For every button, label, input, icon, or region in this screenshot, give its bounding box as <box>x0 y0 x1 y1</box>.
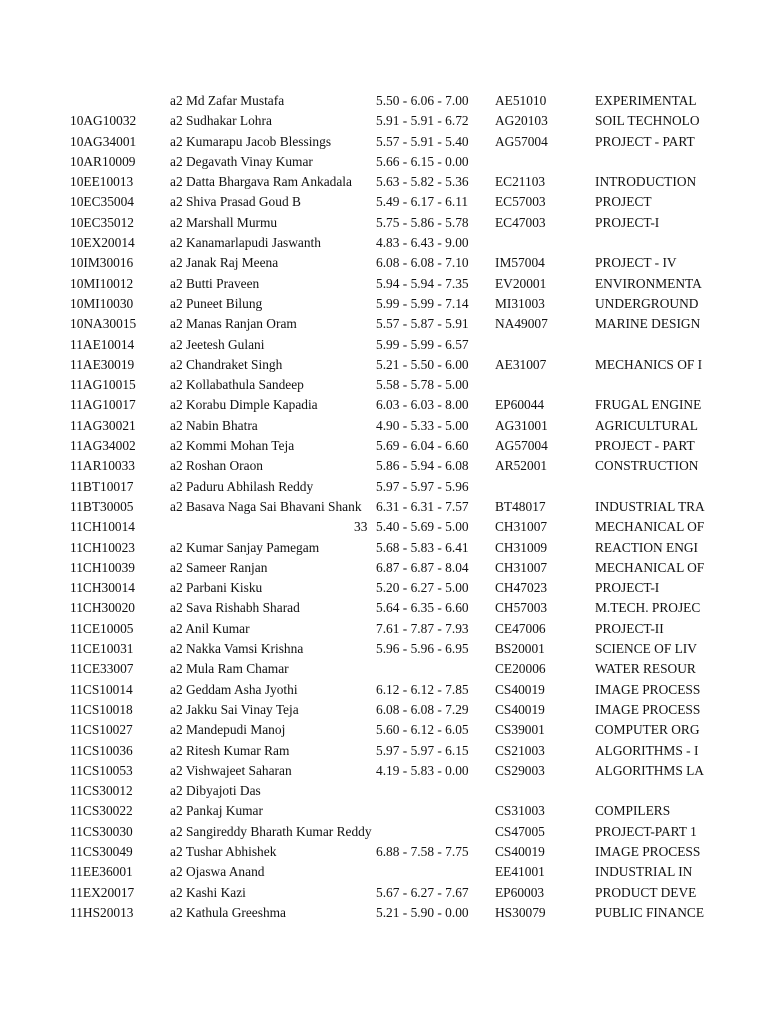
course-title-cell[interactable]: IMAGE PROCESS <box>595 843 701 859</box>
roll-number-cell[interactable]: 11CS10036 <box>70 742 133 758</box>
table-row <box>0 801 768 821</box>
roll-number-cell[interactable]: 11CS30022 <box>70 803 133 819</box>
course-code-cell[interactable]: BS20001 <box>495 641 545 657</box>
table-row <box>0 822 768 842</box>
student-name-cell[interactable]: a2 Kathula Greeshma <box>170 904 287 920</box>
course-title-cell[interactable]: INTRODUCTION <box>595 174 697 190</box>
course-title-cell[interactable]: SCIENCE OF LIV <box>595 641 697 657</box>
roll-number-cell[interactable]: 11AG30021 <box>70 417 136 433</box>
grade-range-cell[interactable]: 5.63 - 5.82 - 5.36 <box>376 174 469 190</box>
student-name-cell[interactable]: a2 Sava Rishabh Sharad <box>170 600 300 616</box>
roll-number-cell[interactable]: 11HS20013 <box>70 904 134 920</box>
course-code-cell[interactable]: CH57003 <box>495 600 548 616</box>
student-name-cell[interactable]: a2 Kumar Sanjay Pamegam <box>170 539 320 555</box>
grade-range-cell[interactable]: 5.67 - 6.27 - 7.67 <box>376 884 469 900</box>
course-title-cell[interactable]: ALGORITHMS - I <box>595 742 699 758</box>
table-row <box>0 314 768 334</box>
roll-number-cell[interactable]: 10EC35004 <box>70 194 134 210</box>
course-title-cell[interactable]: ALGORITHMS LA <box>595 762 704 778</box>
table-row <box>0 842 768 862</box>
course-title-cell[interactable]: IMAGE PROCESS <box>595 701 701 717</box>
course-title-cell[interactable]: IMAGE PROCESS <box>595 681 701 697</box>
course-code-cell[interactable]: CS21003 <box>495 742 545 758</box>
table-row <box>0 680 768 700</box>
roll-number-cell[interactable]: 10EX20014 <box>70 235 135 251</box>
course-title-cell[interactable]: INDUSTRIAL IN <box>595 864 693 880</box>
course-title-cell[interactable]: INDUSTRIAL TRA <box>595 498 705 514</box>
student-name-cell[interactable]: a2 Jeetesh Gulani <box>170 336 265 352</box>
course-title-cell[interactable]: PROJECT <box>595 194 652 210</box>
course-code-cell[interactable]: AG57004 <box>495 438 548 454</box>
table-row <box>0 375 768 395</box>
course-title-cell[interactable]: COMPILERS <box>595 803 671 819</box>
student-name-cell[interactable]: a2 Chandraket Singh <box>170 356 283 372</box>
course-title-cell[interactable]: WATER RESOUR <box>595 661 696 677</box>
grade-range-cell[interactable]: 5.91 - 5.91 - 6.72 <box>376 113 469 129</box>
table-row <box>0 274 768 294</box>
course-code-cell[interactable]: CS29003 <box>495 762 545 778</box>
course-code-cell[interactable]: HS30079 <box>495 904 546 920</box>
spreadsheet-sheet <box>0 91 768 923</box>
roll-number-cell[interactable]: 10AG34001 <box>70 133 137 149</box>
grade-range-cell[interactable]: 6.08 - 6.08 - 7.10 <box>376 255 469 271</box>
course-title-cell[interactable]: PUBLIC FINANCE <box>595 904 704 920</box>
course-title-cell[interactable]: PROJECT-PART 1 <box>595 823 697 839</box>
course-code-cell[interactable]: CH31007 <box>495 519 548 535</box>
student-name-cell[interactable]: a2 Kommi Mohan Teja <box>170 438 295 454</box>
course-code-cell[interactable]: EP60003 <box>495 884 545 900</box>
grade-range-cell[interactable]: 6.12 - 6.12 - 7.85 <box>376 681 469 697</box>
course-code-cell[interactable]: CS47005 <box>495 823 545 839</box>
student-name-cell[interactable]: a2 Dibyajoti Das <box>170 783 261 799</box>
grade-range-cell[interactable]: 5.99 - 5.99 - 6.57 <box>376 336 469 352</box>
student-name-cell[interactable]: a2 Puneet Bilung <box>170 295 263 311</box>
table-row <box>0 253 768 273</box>
roll-number-cell[interactable]: 11CE10031 <box>70 641 134 657</box>
table-row <box>0 233 768 253</box>
grade-range-cell[interactable]: 5.20 - 6.27 - 5.00 <box>376 580 469 596</box>
roll-number-cell[interactable]: 10NA30015 <box>70 316 137 332</box>
course-code-cell[interactable]: CH47023 <box>495 580 548 596</box>
table-row <box>0 91 768 111</box>
course-code-cell[interactable]: EC21103 <box>495 174 546 190</box>
table-row <box>0 700 768 720</box>
grade-range-cell[interactable]: 5.21 - 5.90 - 0.00 <box>376 904 469 920</box>
grade-range-cell[interactable]: 5.69 - 6.04 - 6.60 <box>376 438 469 454</box>
course-title-cell[interactable]: EXPERIMENTAL <box>595 93 697 108</box>
table-row <box>0 436 768 456</box>
student-name-cell[interactable]: a2 Vishwajeet Saharan <box>170 762 292 778</box>
student-name-cell[interactable]: a2 Manas Ranjan Oram <box>170 316 297 332</box>
grade-range-cell[interactable]: 5.58 - 5.78 - 5.00 <box>376 377 469 393</box>
roll-number-cell[interactable]: 10EE10013 <box>70 174 134 190</box>
table-row <box>0 111 768 131</box>
student-name-cell[interactable]: a2 Datta Bhargava Ram Ankadala <box>170 174 352 190</box>
roll-number-cell[interactable]: 11CE33007 <box>70 661 134 677</box>
course-code-cell[interactable]: CS31003 <box>495 803 545 819</box>
course-code-cell[interactable]: AE31007 <box>495 356 547 372</box>
roll-number-cell[interactable]: 11AG34002 <box>70 438 136 454</box>
roll-number-cell[interactable]: 11CS30030 <box>70 823 133 839</box>
grade-range-cell[interactable]: 5.97 - 5.97 - 6.15 <box>376 742 469 758</box>
roll-number-cell[interactable]: 11CS10014 <box>70 681 133 697</box>
student-name-cell[interactable]: a2 Korabu Dimple Kapadia <box>170 397 318 413</box>
course-title-cell[interactable]: CONSTRUCTION <box>595 458 699 474</box>
student-name-cell[interactable]: a2 Sangireddy Bharath Kumar Reddy <box>170 823 372 839</box>
course-code-cell[interactable]: MI31003 <box>495 295 545 311</box>
numeric-cell[interactable]: 33 <box>354 519 368 535</box>
course-code-cell[interactable]: CS40019 <box>495 681 545 697</box>
course-title-cell[interactable]: M.TECH. PROJEC <box>595 600 701 616</box>
roll-number-cell[interactable]: 11CS30049 <box>70 843 133 859</box>
table-row <box>0 497 768 517</box>
student-name-cell[interactable]: a2 Sudhakar Lohra <box>170 113 272 129</box>
roll-number-cell[interactable]: 10EC35012 <box>70 214 134 230</box>
roll-number-cell[interactable]: 11BT10017 <box>70 478 134 494</box>
course-title-cell[interactable]: MECHANICAL OF <box>595 559 705 575</box>
course-title-cell[interactable]: REACTION ENGI <box>595 539 699 555</box>
roll-number-cell[interactable]: 11CS10053 <box>70 762 133 778</box>
grade-range-cell[interactable]: 5.94 - 5.94 - 7.35 <box>376 275 469 291</box>
course-title-cell[interactable]: PROJECT-II <box>595 620 664 636</box>
roll-number-cell[interactable]: 11CH10023 <box>70 539 135 555</box>
course-code-cell[interactable]: CH31009 <box>495 539 548 555</box>
table-row <box>0 294 768 314</box>
roll-number-cell[interactable]: 11CH30014 <box>70 580 135 596</box>
grade-range-cell[interactable]: 5.96 - 5.96 - 6.95 <box>376 641 469 657</box>
student-name-cell[interactable]: a2 Anil Kumar <box>170 620 250 636</box>
roll-number-cell[interactable]: 10IM30016 <box>70 255 134 271</box>
course-title-cell[interactable]: PRODUCT DEVE <box>595 884 697 900</box>
course-code-cell[interactable]: AG20103 <box>495 113 548 129</box>
student-name-cell[interactable]: a2 Marshall Murmu <box>170 214 278 230</box>
course-code-cell[interactable]: AR52001 <box>495 458 548 474</box>
course-title-cell[interactable]: AGRICULTURAL <box>595 417 698 433</box>
roll-number-cell[interactable]: 10AG10032 <box>70 113 137 129</box>
table-row <box>0 416 768 436</box>
table-row <box>0 172 768 192</box>
grade-range-cell[interactable]: 5.75 - 5.86 - 5.78 <box>376 214 469 230</box>
student-name-cell[interactable]: a2 Ojaswa Anand <box>170 864 265 880</box>
course-title-cell[interactable]: FRUGAL ENGINE <box>595 397 702 413</box>
table-row <box>0 578 768 598</box>
roll-number-cell[interactable]: 10MI10012 <box>70 275 134 291</box>
course-code-cell[interactable]: NA49007 <box>495 316 548 332</box>
student-name-cell[interactable]: a2 Nakka Vamsi Krishna <box>170 641 304 657</box>
grade-range-cell[interactable]: 6.03 - 6.03 - 8.00 <box>376 397 469 413</box>
course-code-cell[interactable]: EC47003 <box>495 214 546 230</box>
grade-range-cell[interactable]: 6.87 - 6.87 - 8.04 <box>376 559 469 575</box>
course-code-cell[interactable]: AG57004 <box>495 133 548 149</box>
course-title-cell[interactable]: PROJECT-I <box>595 214 660 230</box>
course-code-cell[interactable]: CS40019 <box>495 701 545 717</box>
course-title-cell[interactable]: MECHANICS OF I <box>595 356 703 372</box>
student-name-cell[interactable]: a2 Kashi Kazi <box>170 884 246 900</box>
table-row <box>0 761 768 781</box>
roll-number-cell[interactable]: 11BT30005 <box>70 498 134 514</box>
table-row <box>0 598 768 618</box>
table-row <box>0 883 768 903</box>
course-code-cell[interactable]: IM57004 <box>495 255 545 271</box>
student-name-cell[interactable]: a2 Basava Naga Sai Bhavani Shank <box>170 498 362 514</box>
student-name-cell[interactable]: a2 Butti Praveen <box>170 275 260 291</box>
course-code-cell[interactable]: AE51010 <box>495 93 547 108</box>
course-code-cell[interactable]: EE41001 <box>495 864 545 880</box>
course-code-cell[interactable]: CE20006 <box>495 661 546 677</box>
table-row <box>0 192 768 212</box>
table-row <box>0 862 768 882</box>
table-row <box>0 152 768 172</box>
roll-number-cell[interactable]: 11AG10017 <box>70 397 136 413</box>
grade-range-cell[interactable]: 4.19 - 5.83 - 0.00 <box>376 762 469 778</box>
table-row <box>0 538 768 558</box>
table-row <box>0 395 768 415</box>
table-row <box>0 639 768 659</box>
grade-range-cell[interactable]: 5.64 - 6.35 - 6.60 <box>376 600 469 616</box>
student-name-cell[interactable]: a2 Ritesh Kumar Ram <box>170 742 290 758</box>
course-code-cell[interactable]: EP60044 <box>495 397 545 413</box>
student-name-cell[interactable]: a2 Jakku Sai Vinay Teja <box>170 701 299 717</box>
roll-number-cell[interactable]: 10AR10009 <box>70 153 136 169</box>
roll-number-cell[interactable]: 11CH30020 <box>70 600 135 616</box>
student-name-cell[interactable]: a2 Kumarapu Jacob Blessings <box>170 133 332 149</box>
course-title-cell[interactable]: PROJECT-I <box>595 580 660 596</box>
student-name-cell[interactable]: a2 Kanamarlapudi Jaswanth <box>170 235 321 251</box>
student-name-cell[interactable]: a2 Shiva Prasad Goud B <box>170 194 301 210</box>
table-row <box>0 213 768 233</box>
student-name-cell[interactable]: a2 Janak Raj Meena <box>170 255 279 271</box>
course-code-cell[interactable]: EC57003 <box>495 194 546 210</box>
course-title-cell[interactable]: MECHANICAL OF <box>595 519 705 535</box>
table-row <box>0 517 768 537</box>
grade-range-cell[interactable]: 6.88 - 7.58 - 7.75 <box>376 843 469 859</box>
student-name-cell[interactable]: a2 Mula Ram Chamar <box>170 661 289 677</box>
table-row <box>0 335 768 355</box>
table-row <box>0 558 768 578</box>
course-code-cell[interactable]: BT48017 <box>495 498 546 514</box>
grade-range-cell[interactable]: 5.97 - 5.97 - 5.96 <box>376 478 469 494</box>
roll-number-cell[interactable]: 11CE10005 <box>70 620 134 636</box>
student-name-cell[interactable]: a2 Roshan Oraon <box>170 458 263 474</box>
roll-number-cell[interactable]: 11EX20017 <box>70 884 135 900</box>
student-name-cell[interactable]: a2 Paduru Abhilash Reddy <box>170 478 314 494</box>
grade-range-cell[interactable]: 5.68 - 5.83 - 6.41 <box>376 539 469 555</box>
table-row <box>0 741 768 761</box>
table-row <box>0 456 768 476</box>
table-row <box>0 477 768 497</box>
student-name-cell[interactable]: a2 Nabin Bhatra <box>170 417 258 433</box>
course-title-cell[interactable]: PROJECT - IV <box>595 255 677 271</box>
roll-number-cell[interactable]: 11AG10015 <box>70 377 136 393</box>
course-code-cell[interactable]: CE47006 <box>495 620 546 636</box>
roll-number-cell[interactable]: 11CH10039 <box>70 559 135 575</box>
course-code-cell[interactable]: CS39001 <box>495 722 545 738</box>
roll-number-cell[interactable]: 11AE10014 <box>70 336 135 352</box>
student-name-cell[interactable]: a2 Degavath Vinay Kumar <box>170 153 313 169</box>
course-title-cell[interactable]: MARINE DESIGN <box>595 316 701 332</box>
grade-range-cell[interactable]: 5.49 - 6.17 - 6.11 <box>376 194 469 210</box>
course-title-cell[interactable]: SOIL TECHNOLO <box>595 113 700 129</box>
table-row <box>0 903 768 923</box>
grade-range-cell[interactable]: 6.31 - 6.31 - 7.57 <box>376 498 469 514</box>
grade-range-cell[interactable]: 6.08 - 6.08 - 7.29 <box>376 701 469 717</box>
grade-range-cell[interactable]: 5.99 - 5.99 - 7.14 <box>376 295 469 311</box>
roll-number-cell[interactable]: 11AE30019 <box>70 356 135 372</box>
student-name-cell[interactable]: a2 Tushar Abhishek <box>170 843 277 859</box>
roll-number-cell[interactable]: 11AR10033 <box>70 458 135 474</box>
grade-range-cell[interactable]: 5.57 - 5.91 - 5.40 <box>376 133 469 149</box>
table-row <box>0 355 768 375</box>
table-row <box>0 619 768 639</box>
grade-range-cell[interactable]: 4.90 - 5.33 - 5.00 <box>376 417 469 433</box>
student-name-cell[interactable]: a2 Md Zafar Mustafa <box>170 93 285 108</box>
roll-number-cell[interactable]: 11CS30012 <box>70 783 133 799</box>
course-code-cell[interactable]: CH31007 <box>495 559 548 575</box>
grade-range-cell[interactable]: 5.50 - 6.06 - 7.00 <box>376 93 469 108</box>
course-title-cell[interactable]: COMPUTER ORG <box>595 722 700 738</box>
grade-range-cell[interactable]: 5.40 - 5.69 - 5.00 <box>376 519 469 535</box>
table-row <box>0 659 768 679</box>
roll-number-cell[interactable]: 10MI10030 <box>70 295 134 311</box>
student-name-cell[interactable]: a2 Pankaj Kumar <box>170 803 263 819</box>
course-title-cell[interactable]: PROJECT - PART <box>595 133 695 149</box>
roll-number-cell[interactable]: 11CH10014 <box>70 519 135 535</box>
roll-number-cell[interactable]: 11CS10027 <box>70 722 133 738</box>
grade-range-cell[interactable]: 5.66 - 6.15 - 0.00 <box>376 153 469 169</box>
student-name-cell[interactable]: a2 Mandepudi Manoj <box>170 722 286 738</box>
grade-range-cell[interactable]: 5.21 - 5.50 - 6.00 <box>376 356 469 372</box>
table-row <box>0 781 768 801</box>
course-title-cell[interactable]: UNDERGROUND <box>595 295 699 311</box>
roll-number-cell[interactable]: 11EE36001 <box>70 864 133 880</box>
course-code-cell[interactable]: CS40019 <box>495 843 545 859</box>
course-title-cell[interactable]: ENVIRONMENTA <box>595 275 702 291</box>
student-name-cell[interactable]: a2 Geddam Asha Jyothi <box>170 681 298 697</box>
table-row <box>0 132 768 152</box>
course-code-cell[interactable]: EV20001 <box>495 275 547 291</box>
course-title-cell[interactable]: PROJECT - PART <box>595 438 695 454</box>
student-name-cell[interactable]: a2 Kollabathula Sandeep <box>170 377 304 393</box>
course-code-cell[interactable]: AG31001 <box>495 417 548 433</box>
grade-range-cell[interactable]: 7.61 - 7.87 - 7.93 <box>376 620 469 636</box>
student-name-cell[interactable]: a2 Sameer Ranjan <box>170 559 268 575</box>
grade-range-cell[interactable]: 5.60 - 6.12 - 6.05 <box>376 722 469 738</box>
roll-number-cell[interactable]: 11CS10018 <box>70 701 133 717</box>
grade-range-cell[interactable]: 4.83 - 6.43 - 9.00 <box>376 235 469 251</box>
grade-range-cell[interactable]: 5.57 - 5.87 - 5.91 <box>376 316 469 332</box>
grade-range-cell[interactable]: 5.86 - 5.94 - 6.08 <box>376 458 469 474</box>
student-name-cell[interactable]: a2 Parbani Kisku <box>170 580 263 596</box>
table-row <box>0 720 768 740</box>
